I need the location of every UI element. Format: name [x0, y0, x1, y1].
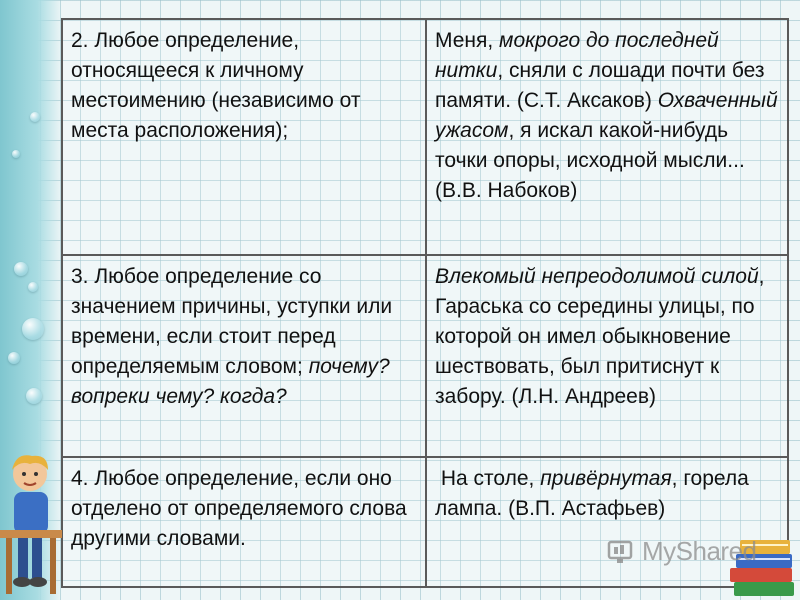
myshared-logo-icon	[606, 536, 636, 566]
water-drop-decoration	[14, 262, 28, 276]
rule-cell	[62, 457, 426, 587]
example-text: Меня,	[435, 29, 500, 52]
table-row	[62, 255, 788, 457]
example-text: , горела лампа. (В.П. Астафьев)	[435, 467, 749, 520]
water-drop-decoration	[22, 318, 44, 340]
example-italic-phrase: Охваченный ужасом	[435, 89, 778, 142]
water-drop-decoration	[8, 352, 20, 364]
example-italic-phrase: мокрого до последней нитки	[435, 29, 719, 82]
table-row	[62, 19, 788, 255]
example-text: На столе,	[435, 467, 541, 490]
rule-text: 4. Любое определение, если оно отделено от определяемого слова другими словами.	[71, 467, 407, 550]
example-italic-phrase: привёрнутая	[540, 467, 672, 490]
water-drop-decoration	[26, 388, 42, 404]
example-text: , я искал какой-нибудь точки опоры, исходной мысли... (В.В. Набоков)	[435, 119, 745, 202]
example-cell	[426, 255, 788, 457]
rule-text: 2. Любое определение, относящееся к личному местоимению (независимо от места расположения);	[71, 29, 361, 142]
water-drop-decoration	[30, 112, 40, 122]
water-drop-decoration	[12, 150, 20, 158]
rule-text: 3. Любое определение со значением причины, уступки или времени, если стоит перед определяемым словом;	[71, 265, 393, 378]
example-text: , сняли с лошади почти без памяти. (С.Т. Аксаков)	[435, 59, 765, 112]
watermark-text: MyShared	[642, 535, 757, 566]
example-text: , Гараська со середины улицы, по которой он имел обыкновение шествовать, был притиснут к забору. (Л.Н. Андреев)	[435, 265, 765, 408]
rule-cell	[62, 255, 426, 457]
example-cell	[426, 19, 788, 255]
watermark	[606, 534, 757, 568]
rules-table	[61, 18, 789, 588]
water-drop-decoration	[28, 282, 38, 292]
student-illustration	[0, 452, 64, 600]
example-italic-phrase: Влекомый непреодолимой силой	[435, 265, 759, 288]
rule-cell	[62, 19, 426, 255]
rule-questions: почему? вопреки чему? когда?	[71, 355, 390, 408]
